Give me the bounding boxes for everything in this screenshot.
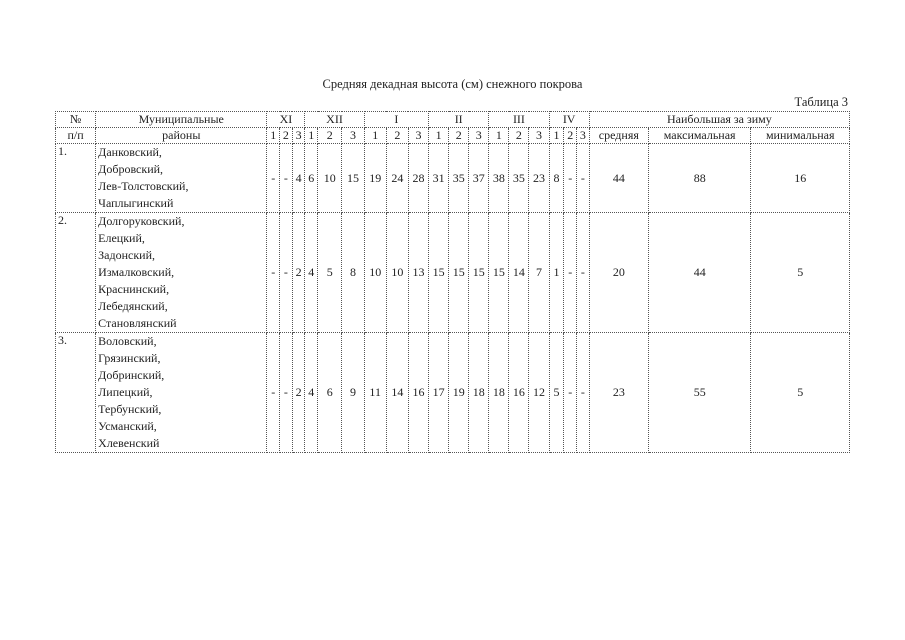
- decade-value: 4: [305, 213, 318, 333]
- month-header-i: I: [364, 112, 428, 128]
- decade-value: 7: [529, 213, 549, 333]
- avg-header: средняя: [589, 128, 648, 144]
- min-value: 5: [751, 213, 850, 333]
- district-name: Лебедянский,: [98, 299, 168, 313]
- district-name: Воловский,: [98, 334, 157, 348]
- district-name: Хлевенский: [98, 436, 160, 450]
- max-header: максимальная: [648, 128, 751, 144]
- month-header-xii: XII: [305, 112, 364, 128]
- district-list: [96, 333, 267, 453]
- district-name: Усманский,: [98, 419, 157, 433]
- table-row: [56, 213, 850, 333]
- decade-header: 2: [386, 128, 408, 144]
- decade-header: 2: [564, 128, 577, 144]
- decade-value: 5: [318, 213, 342, 333]
- district-list: [96, 144, 267, 213]
- decade-value: -: [577, 213, 590, 333]
- month-header-ii: II: [429, 112, 489, 128]
- decade-value: 23: [529, 144, 549, 213]
- decade-value: 15: [342, 144, 364, 213]
- decade-value: 11: [364, 333, 386, 453]
- decade-value: -: [564, 144, 577, 213]
- decade-value: 6: [318, 333, 342, 453]
- decade-value: 16: [408, 333, 428, 453]
- row-number: 2.: [56, 213, 96, 333]
- row-number: 1.: [56, 144, 96, 213]
- district-header: Муниципальные: [96, 112, 267, 128]
- num-header: №: [56, 112, 96, 128]
- decade-value: 17: [429, 333, 449, 453]
- district-name: Липецкий,: [98, 385, 153, 399]
- decade-value: 13: [408, 213, 428, 333]
- header-row-bottom: [56, 128, 850, 144]
- district-name: Задонский,: [98, 248, 156, 262]
- decade-value: 4: [292, 144, 305, 213]
- decade-value: 16: [509, 333, 529, 453]
- table-title: Средняя декадная высота (см) снежного покрова: [322, 77, 583, 91]
- decade-value: 9: [342, 333, 364, 453]
- decade-value: 12: [529, 333, 549, 453]
- decade-value: 15: [429, 213, 449, 333]
- district-name: Лев-Толстовский,: [98, 179, 189, 193]
- decade-value: 18: [469, 333, 489, 453]
- decade-value: -: [267, 333, 280, 453]
- decade-value: -: [280, 144, 293, 213]
- decade-value: 14: [509, 213, 529, 333]
- decade-value: 31: [429, 144, 449, 213]
- decade-header: 3: [408, 128, 428, 144]
- decade-value: 18: [489, 333, 509, 453]
- district-name: Елецкий,: [98, 231, 145, 245]
- table-number-label: Таблица 3: [794, 95, 848, 109]
- decade-value: 2: [292, 213, 305, 333]
- decade-value: -: [564, 213, 577, 333]
- decade-header: 3: [577, 128, 590, 144]
- decade-header: 1: [305, 128, 318, 144]
- decade-value: 8: [342, 213, 364, 333]
- decade-value: -: [267, 144, 280, 213]
- decade-value: 19: [364, 144, 386, 213]
- max-value: 44: [648, 213, 751, 333]
- decade-value: 2: [292, 333, 305, 453]
- decade-value: 28: [408, 144, 428, 213]
- district-name: Чаплыгинский: [98, 196, 174, 210]
- decade-header: 2: [509, 128, 529, 144]
- decade-value: 14: [386, 333, 408, 453]
- decade-value: 35: [509, 144, 529, 213]
- table-row: [56, 144, 850, 213]
- max-value: 55: [648, 333, 751, 453]
- decade-value: 10: [318, 144, 342, 213]
- decade-header: 2: [318, 128, 342, 144]
- decade-header: 3: [292, 128, 305, 144]
- district-name: Становлянский: [98, 316, 177, 330]
- min-value: 16: [751, 144, 850, 213]
- district-name: Добровский,: [98, 162, 164, 176]
- decade-value: 10: [364, 213, 386, 333]
- month-header-iv: IV: [549, 112, 589, 128]
- decade-header: 1: [267, 128, 280, 144]
- max-winter-header: Наибольшая за зиму: [589, 112, 849, 128]
- decade-header: 3: [529, 128, 549, 144]
- decade-value: 38: [489, 144, 509, 213]
- min-header: минимальная: [751, 128, 850, 144]
- month-header-xi: XI: [267, 112, 305, 128]
- avg-value: 23: [589, 333, 648, 453]
- header-row-top: [56, 112, 850, 128]
- district-list: [96, 213, 267, 333]
- district-name: Грязинский,: [98, 351, 161, 365]
- decade-value: -: [280, 213, 293, 333]
- decade-value: 37: [469, 144, 489, 213]
- district-name: Данковский,: [98, 145, 162, 159]
- decade-value: 1: [549, 213, 564, 333]
- decade-value: -: [577, 144, 590, 213]
- table-row: [56, 333, 850, 453]
- district-name: Добринский,: [98, 368, 165, 382]
- decade-value: 24: [386, 144, 408, 213]
- max-value: 88: [648, 144, 751, 213]
- decade-value: 35: [449, 144, 469, 213]
- decade-value: 5: [549, 333, 564, 453]
- decade-value: 10: [386, 213, 408, 333]
- decade-header: 1: [364, 128, 386, 144]
- row-number: 3.: [56, 333, 96, 453]
- min-value: 5: [751, 333, 850, 453]
- decade-value: 15: [469, 213, 489, 333]
- decade-value: 19: [449, 333, 469, 453]
- district-name: Измалковский,: [98, 265, 175, 279]
- decade-header: 1: [489, 128, 509, 144]
- district-name: Краснинский,: [98, 282, 170, 296]
- decade-value: -: [280, 333, 293, 453]
- district-name: Долгоруковский,: [98, 214, 185, 228]
- decade-value: -: [564, 333, 577, 453]
- decade-value: 15: [449, 213, 469, 333]
- avg-value: 44: [589, 144, 648, 213]
- decade-header: 2: [280, 128, 293, 144]
- decade-value: -: [577, 333, 590, 453]
- month-header-iii: III: [489, 112, 549, 128]
- snow-depth-table: [55, 111, 850, 453]
- district-name: Тербунский,: [98, 402, 162, 416]
- table-body: [56, 144, 850, 453]
- decade-value: -: [267, 213, 280, 333]
- decade-header: 1: [429, 128, 449, 144]
- decade-header: 3: [342, 128, 364, 144]
- decade-header: 1: [549, 128, 564, 144]
- decade-value: 15: [489, 213, 509, 333]
- district-subheader: районы: [96, 128, 267, 144]
- decade-value: 4: [305, 333, 318, 453]
- num-subheader: п/п: [56, 128, 96, 144]
- avg-value: 20: [589, 213, 648, 333]
- decade-value: 6: [305, 144, 318, 213]
- decade-header: 2: [449, 128, 469, 144]
- decade-value: 8: [549, 144, 564, 213]
- decade-header: 3: [469, 128, 489, 144]
